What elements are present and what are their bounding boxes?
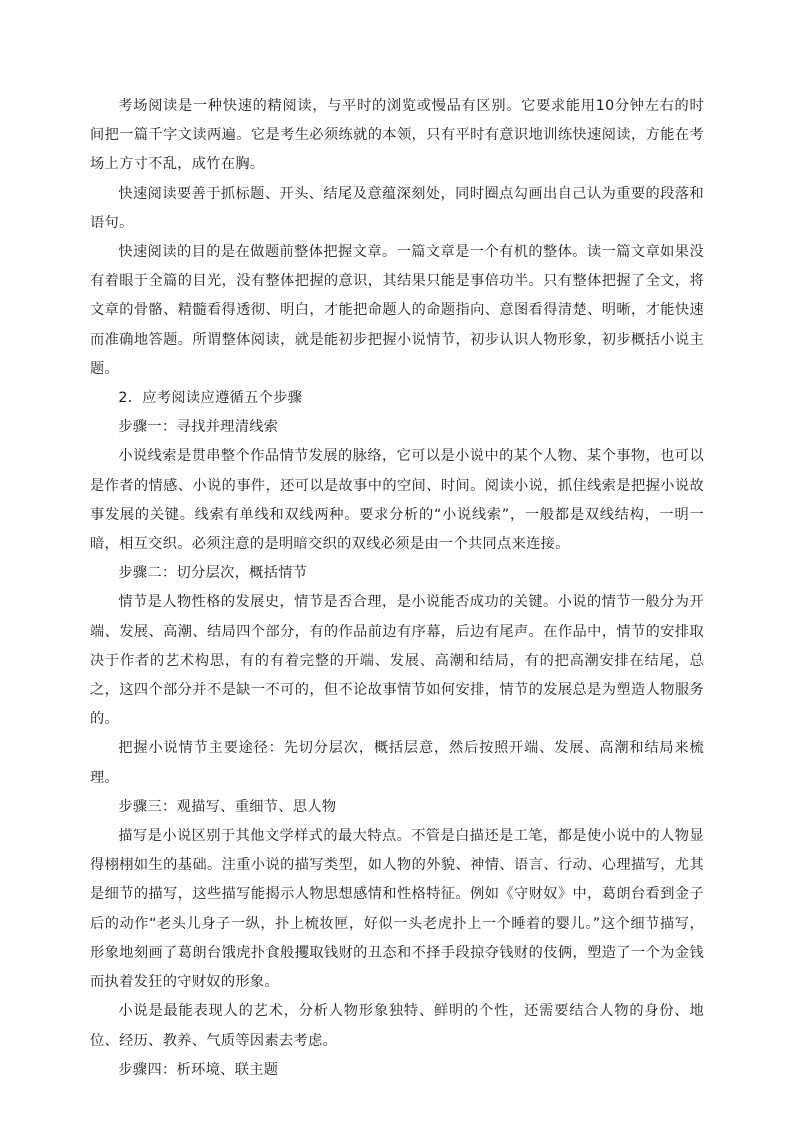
paragraph-exam-reading: 考场阅读是一种快速的精阅读，与平时的浏览或慢品有区别。它要求能用10分钟左右的时间把一篇千字文读两遍。它是考生必须练就的本领，只有平时有意识地训练快速阅读，方能在考场上方寸不乱，成竹在胸。 xyxy=(90,98,704,173)
step-heading-4: 步骤四：析环境、联主题 xyxy=(118,1061,279,1078)
step-heading-1: 步骤一：寻找并理清线索 xyxy=(118,419,279,436)
paragraph-clues: 小说线索是贯串整个作品情节发展的脉络，它可以是小说中的某个人物、某个事物，也可以是作者的情感、小说的事件，还可以是故事中的空间、时间。阅读小说，抓住线索是把握小说故事发展的关键。线索有单线和双线两种。要求分析的“小说线索”，一般都是双线结构，一明一暗，相互交织。必须注意的是明暗交织的双线必须是由一个共同点来连接。 xyxy=(90,448,704,553)
section-heading-five-steps: 2．应考阅读应遵循五个步骤 xyxy=(118,390,303,407)
step-heading-2: 步骤二：切分层次，概括情节 xyxy=(118,565,308,582)
paragraph-plot: 情节是人物性格的发展史，情节是否合理，是小说能否成功的关键。小说的情节一般分为开端、发展、高潮、结局四个部分，有的作品前边有序幕，后边有尾声。在作品中，情节的安排取决于作者的艺术构思，有的有着完整的开端、发展、高潮和结局，有的把高潮安排在结尾，总之，这四个部分并不是缺一不可的，但不论故事情节如何安排，情节的发展总是为塑造人物服务的。 xyxy=(90,594,704,728)
paragraph-fast-reading-purpose: 快速阅读的目的是在做题前整体把握文章。一篇文章是一个有机的整体。读一篇文章如果没有着眼于全篇的目光，没有整体把握的意识，其结果只能是事倍功半。只有整体把握了全文，将文章的骨骼、精髓看得透彻、明白，才能把命题人的命题指向、意图看得清楚、明晰，才能快速而准确地答题。所谓整体阅读，就是能初步把握小说情节，初步认识人物形象，初步概括小说主题。 xyxy=(90,244,704,377)
paragraph-plot-method: 把握小说情节主要途径：先切分层次，概括层意，然后按照开端、发展、高潮和结局来梳理。 xyxy=(90,740,704,786)
step-heading-3: 步骤三：观描写、重细节、思人物 xyxy=(118,798,337,815)
paragraph-character-analysis: 小说是最能表现人的艺术，分析人物形象独特、鲜明的个性，还需要结合人物的身份、地位、经历、教养、气质等因素去考虑。 xyxy=(90,1003,704,1049)
paragraph-fast-reading-tips: 快速阅读要善于抓标题、开头、结尾及意蕴深刻处，同时圈点勾画出自己认为重要的段落和语句。 xyxy=(90,185,704,231)
paragraph-description: 描写是小说区别于其他文学样式的最大特点。不管是白描还是工笔，都是使小说中的人物显得栩栩如生的基础。注重小说的描写类型，如人物的外貌、神情、语言、行动、心理描写，尤其是细节的描写，这些描写能揭示人物思想感情和性格特征。例如《守财奴》中，葛朗台看到金子后的动作“老头儿身子一纵，扑上梳妆匣，好似一头老虎扑上一个睡着的婴儿。”这个细节描写，形象地刻画了葛朗台饿虎扑食般攫取钱财的丑态和不择手段掠夺钱财的伎俩，塑造了一个为金钱而执着发狂的守财奴的形象。 xyxy=(90,828,704,991)
